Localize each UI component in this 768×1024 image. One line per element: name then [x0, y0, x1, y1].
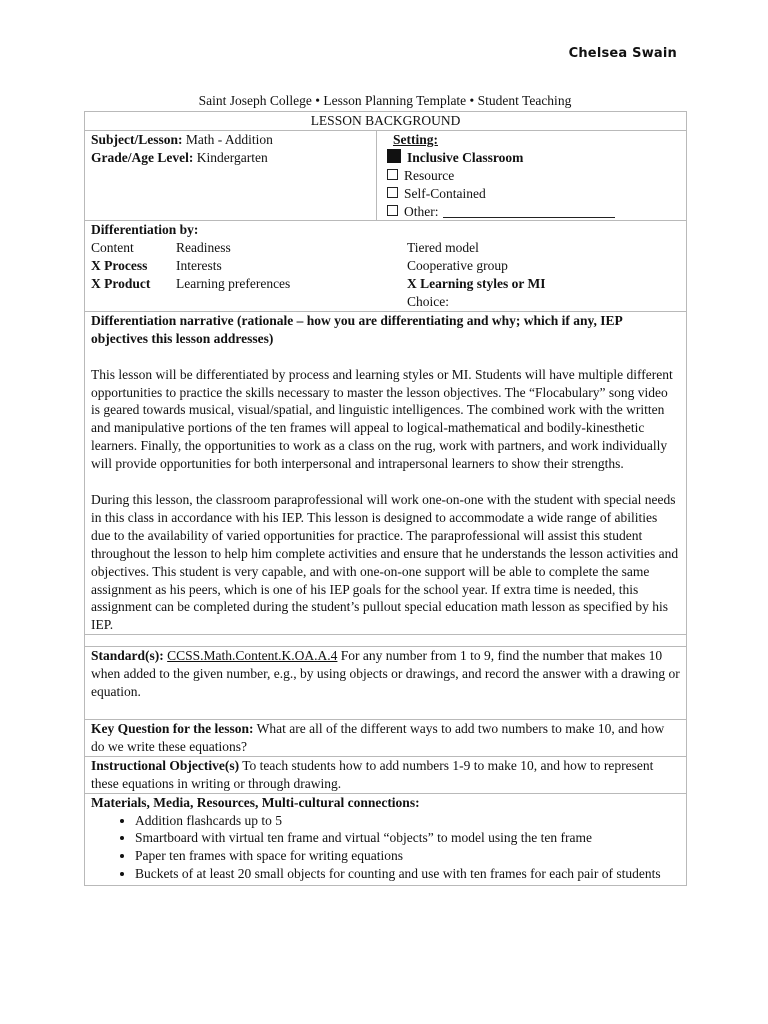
list-item: • Buckets of at least 20 small objects for counting and use with ten frames for each pair of students [135, 865, 680, 883]
key-question-row [85, 719, 687, 756]
diff-learning-preferences: Learning preferences [176, 276, 291, 292]
subject-cell [85, 130, 377, 221]
diff-readiness: Readiness [176, 240, 231, 256]
section-title: LESSON BACKGROUND [85, 112, 687, 131]
narrative-title: Differentiation narrative (rationale – how you are differentiating and why; which if any, IEP objectives this lesson addresses) [91, 312, 622, 346]
grade-value: Kindergarten [196, 149, 268, 165]
materials-label: Materials, Media, Resources, Multi-cultural connections: [91, 794, 420, 810]
diff-content: Content [91, 240, 134, 256]
subject-label: Subject/Lesson: [91, 131, 183, 147]
diff-interests: Interests [176, 258, 222, 274]
diff-product: X Product [91, 276, 151, 292]
setting-option-label: Other: [404, 203, 439, 219]
objective-label: Instructional Objective(s) [91, 757, 240, 773]
differentiation-row [85, 221, 687, 312]
checkbox-icon[interactable] [387, 205, 398, 216]
document-header: Saint Joseph College • Lesson Planning Template • Student Teaching [198, 93, 572, 108]
setting-option-resource[interactable] [383, 167, 680, 185]
narrative-paragraph-2: During this lesson, the classroom paraprofessional will work one-on-one with the student with special needs in this class in accordance with his IEP. This lesson is designed to accommodate a wide range of abilities due to the availability of varied opportunities for practice. The paraprofessional will assist this student throughout the lesson to help him complete activities and ensure that he understands the lesson activities and objectives. This student is very capable, and with one-on-one support will be able to complete the same assignment as his peers, which is one of his IEP goals for the school year. If extra time is needed, this assignment can be completed during the student’s pullout special education math lesson as specified by his IEP. [91, 492, 679, 633]
setting-option-label: Self-Contained [404, 185, 486, 201]
differentiation-title: Differentiation by: [91, 222, 199, 238]
narrative-cell [85, 311, 687, 634]
differentiation-grid [91, 239, 680, 311]
materials-cell [85, 793, 687, 886]
setting-title: Setting: [393, 131, 438, 147]
setting-option-inclusive[interactable] [383, 149, 680, 167]
key-question-label: Key Question for the lesson: [91, 720, 254, 736]
spacer-cell [85, 635, 687, 647]
setting-option-self-contained[interactable] [383, 185, 680, 203]
objective-row [85, 756, 687, 793]
materials-list [91, 812, 680, 884]
list-item: • Paper ten frames with space for writing equations [135, 847, 680, 865]
checkbox-icon[interactable] [387, 169, 398, 180]
grade-label: Grade/Age Level: [91, 149, 194, 165]
author-name: Chelsea Swain [568, 46, 677, 61]
list-item: • Addition flashcards up to 5 [135, 812, 680, 830]
list-item: • Smartboard with virtual ten frame and virtual “objects” to model using the ten frame [135, 829, 680, 847]
materials-row [85, 793, 687, 886]
checkbox-checked-icon[interactable] [387, 149, 401, 163]
objective-cell [85, 756, 687, 793]
standards-label: Standard(s): [91, 648, 164, 664]
diff-cooperative: Cooperative group [407, 258, 508, 274]
key-question-cell [85, 719, 687, 756]
section-title-row [85, 112, 687, 131]
standards-cell [85, 647, 687, 720]
diff-empty [176, 293, 407, 311]
subject-setting-row [85, 130, 687, 221]
diff-choice: Choice: [407, 294, 449, 310]
subject-value: Math - Addition [185, 131, 273, 147]
setting-cell [377, 130, 687, 221]
setting-option-label: Inclusive Classroom [407, 149, 524, 165]
other-blank-line[interactable] [443, 205, 615, 218]
differentiation-cell [85, 221, 687, 312]
diff-process: X Process [91, 258, 148, 274]
narrative-paragraph-1: This lesson will be differentiated by process and learning styles or MI. Students will have multiple different opportunities to practice the skills necessary to master the lesson objectives. The “Flocabulary” song video is geared towards musical, visual/spatial, and linguistic intelligences. The combined work with the written and manipulative portions of the ten frames will appeal to logical-mathematical and bodily-kinesthetic learners. Finally, the opportunities to work as a class on the rug, work with partners, and work individually will provide opportunities for both interpersonal and intrapersonal learners to show their strengths. [91, 366, 673, 472]
standards-code-link[interactable]: CCSS.Math.Content.K.OA.A.4 [167, 648, 338, 664]
spacer-row [85, 635, 687, 647]
setting-option-label: Resource [404, 167, 455, 183]
setting-option-other[interactable] [383, 203, 680, 221]
checkbox-icon[interactable] [387, 187, 398, 198]
objective-text: To teach students how to add numbers 1-9 to make 10, and how to represent these equations in writing or through drawing. [91, 757, 654, 791]
narrative-row [85, 311, 687, 634]
diff-learning-styles: X Learning styles or MI [407, 276, 546, 292]
key-question-text: What are all of the different ways to add two numbers to make 10, and how do we write these equations? [91, 720, 665, 754]
standards-text: For any number from 1 to 9, find the number that makes 10 when added to the given number, e.g., by using objects or drawings, and record the answer with a drawing or equation. [91, 648, 680, 700]
lesson-table [84, 111, 687, 886]
standards-row [85, 647, 687, 720]
diff-tiered: Tiered model [407, 240, 479, 256]
diff-empty [91, 293, 176, 311]
